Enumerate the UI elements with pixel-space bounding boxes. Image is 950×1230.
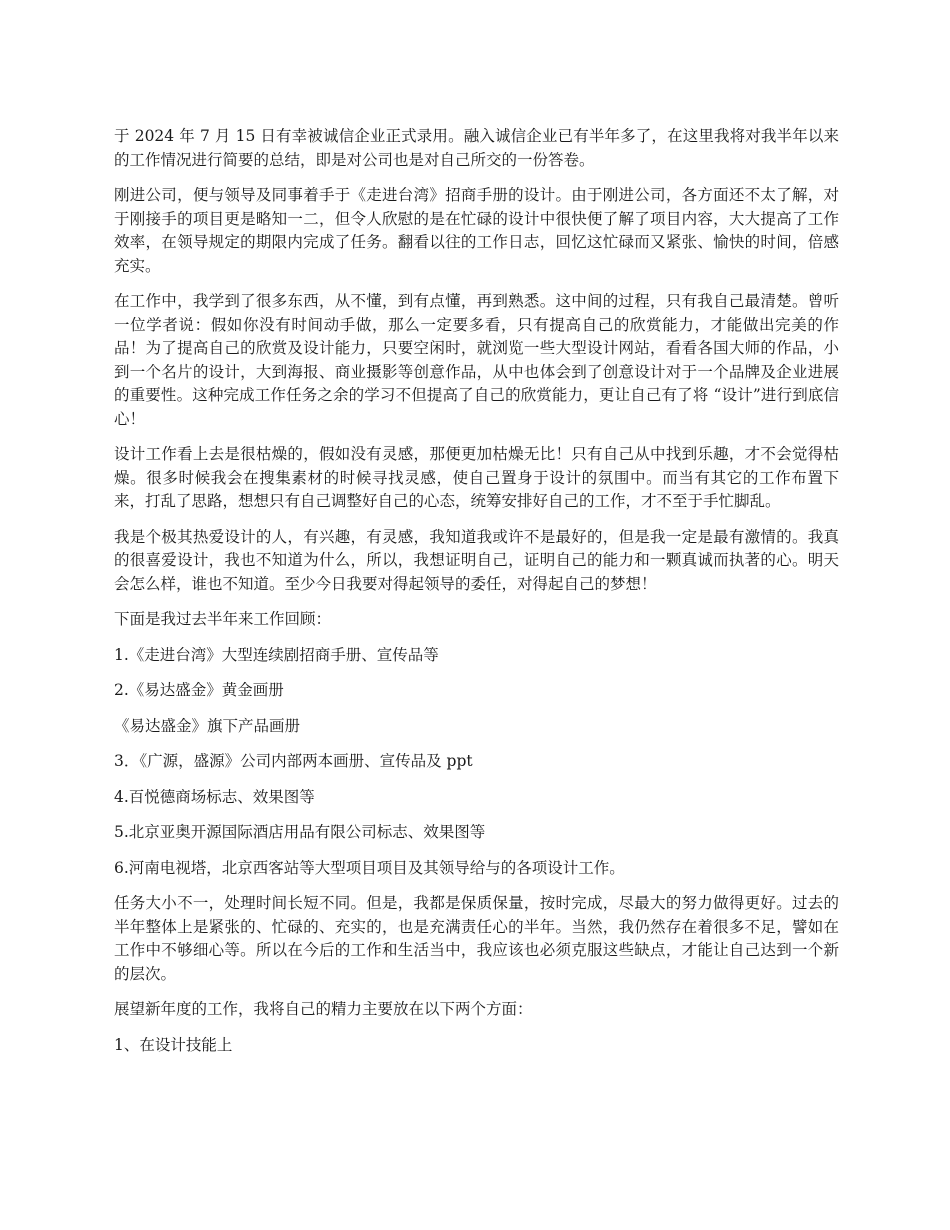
paragraph-inspiration: 设计工作看上去是很枯燥的，假如没有灵感，那便更加枯燥无比！只有自己从中找到乐趣，才不会觉得枯燥。很多时候我会在搜集素材的时候寻找灵感，使自己置身于设计的氛围中。而当有其它的工作布置下来，打乱了思路，想想只有自己调整好自己的心态，统筹安排好自己的工作，才不至于手忙脚乱。 xyxy=(114,445,839,510)
paragraph-passion: 我是个极其热爱设计的人，有兴趣，有灵感，我知道我或许不是最好的，但是我一定是最有激情的。我真的很喜爱设计，我也不知道为什么，所以，我想证明自己，证明自己的能力和一颗真诚而执著的心。明天会怎么样，谁也不知道。至少今日我要对得起领导的委任，对得起自己的梦想！ xyxy=(114,527,839,593)
document-body xyxy=(114,125,839,1069)
paragraph-learning: 在工作中，我学到了很多东西，从不懂，到有点懂，再到熟悉。这中间的过程，只有我自己最清楚。曾听一位学者说：假如你没有时间动手做，那么一定要多看，只有提高自己的欣赏能力，才能做出完美的作品！为了提高自己的欣赏及设计能力，只要空闲时，就浏览一些大型设计网站，看看各国大师的作品，小到一个名片的设计，大到海报、商业摄影等创意作品，从中也体会到了创意设计对于一个品牌及企业进展的重要性。这种完成工作任务之余的学习不但提高了自己的欣赏能力，更让自己有了将 “设计”进行到底信心！ xyxy=(114,292,839,428)
list-item: 6.河南电视塔，北京西客站等大型项目项目及其领导给与的各项设计工作。 xyxy=(114,858,625,877)
list-item: 1.《走进台湾》大型连续剧招商手册、宣传品等 xyxy=(114,645,439,664)
paragraph-summary: 任务大小不一，处理时间长短不同。但是，我都是保质保量，按时完成，尽最大的努力做得更好。过去的半年整体上是紧张的、忙碌的、充实的，也是充满责任心的半年。当然，我仍然存在着很多不足，譬如在工作中不够细心等。所以在今后的工作和生活当中，我应该也必须克服这些缺点，才能让自己达到一个新的层次。 xyxy=(114,894,839,983)
paragraph-intro: 于 2024 年 7 月 15 日有幸被诚信企业正式录用。融入诚信企业已有半年多了，在这里我将对我半年以来的工作情况进行简要的总结，即是对公司也是对自己所交的一份答卷。 xyxy=(114,127,839,169)
paragraph-first-project: 刚进公司，便与领导及同事着手于《走进台湾》招商手册的设计。由于刚进公司，各方面还不太了解，对于刚接手的项目更是略知一二，但令人欣慰的是在忙碌的设计中很快便了解了项目内容，大大提高了工作效率，在领导规定的期限内完成了任务。翻看以往的工作日志，回忆这忙碌而又紧张、愉快的时间，倍感充实。 xyxy=(114,186,839,275)
paragraph-review-heading: 下面是我过去半年来工作回顾： xyxy=(114,610,332,628)
list-item: 4.百悦德商场标志、效果图等 xyxy=(114,787,315,806)
paragraph-skill-heading: 1、在设计技能上 xyxy=(114,1035,233,1054)
list-item: 5.北京亚奥开源国际酒店用品有限公司标志、效果图等 xyxy=(114,823,486,841)
paragraph-outlook: 展望新年度的工作，我将自己的精力主要放在以下两个方面： xyxy=(114,1000,533,1018)
list-item: 2.《易达盛金》黄金画册 xyxy=(114,681,284,699)
list-item: 3．《广源，盛源》公司内部两本画册、宣传品及 ppt xyxy=(114,752,473,770)
list-item: 《易达盛金》旗下产品画册 xyxy=(114,716,301,735)
